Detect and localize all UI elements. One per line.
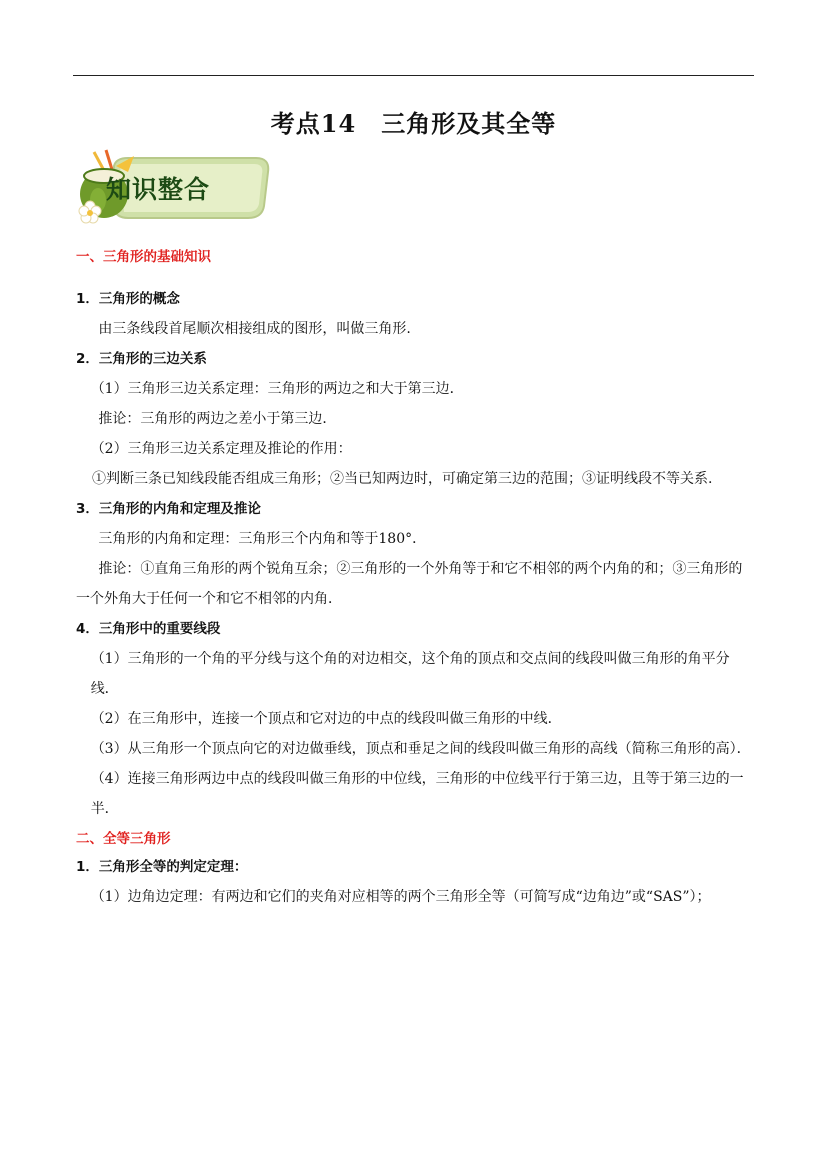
section-badge-label: 知识整合 <box>106 175 211 204</box>
section-heading: 二、全等三角形 <box>76 831 171 847</box>
paragraph: （3）从三角形一个顶点向它的对边做垂线，顶点和垂足之间的线段叫做三角形的高线（简称三角形的高）． <box>90 741 751 757</box>
paragraph: （4）连接三角形两边中点的线段叫做三角形的中位线，三角形的中位线平行于第三边，且等于第三边的一半． <box>90 771 744 817</box>
header-rule <box>73 75 754 76</box>
paragraph: 三角形的内角和定理：三角形三个内角和等于180°． <box>98 531 427 547</box>
paragraph: 由三条线段首尾顺次相接组成的图形，叫做三角形. <box>98 321 411 337</box>
item-heading: 2．三角形的三边关系 <box>76 351 207 367</box>
paragraph: （2）在三角形中，连接一个顶点和它对边的中点的线段叫做三角形的中线． <box>90 711 562 727</box>
paragraph: （1）三角形的一个角的平分线与这个角的对边相交，这个角的顶点和交点间的线段叫做三角形的角平分线． <box>90 651 730 697</box>
section-heading: 一、三角形的基础知识 <box>76 249 211 265</box>
paragraph: 推论：①直角三角形的两个锐角互余；②三角形的一个外角等于和它不相邻的两个内角的和；③三角形的一个外角大于任何一个和它不相邻的内角． <box>76 561 743 607</box>
item-heading: 4．三角形中的重要线段 <box>76 621 221 637</box>
paragraph: （1）三角形三边关系定理：三角形的两边之和大于第三边． <box>90 381 464 397</box>
page-title: 考点14 三角形及其全等 <box>270 109 557 138</box>
item-heading: 3．三角形的内角和定理及推论 <box>76 501 261 517</box>
paragraph: （1）边角边定理：有两边和它们的夹角对应相等的两个三角形全等（可简写成“边角边”或“SAS”）； <box>90 889 711 905</box>
paragraph: （2）三角形三边关系定理及推论的作用： <box>90 441 352 457</box>
item-heading: 1．三角形的概念 <box>76 291 180 307</box>
paragraph: ①判断三条已知线段能否组成三角形；②当已知两边时，可确定第三边的范围；③证明线段不等关系. <box>92 471 713 487</box>
paragraph: 推论：三角形的两边之差小于第三边． <box>98 411 337 427</box>
document-body <box>76 244 754 912</box>
item-heading: 1．三角形全等的判定定理： <box>76 859 248 875</box>
